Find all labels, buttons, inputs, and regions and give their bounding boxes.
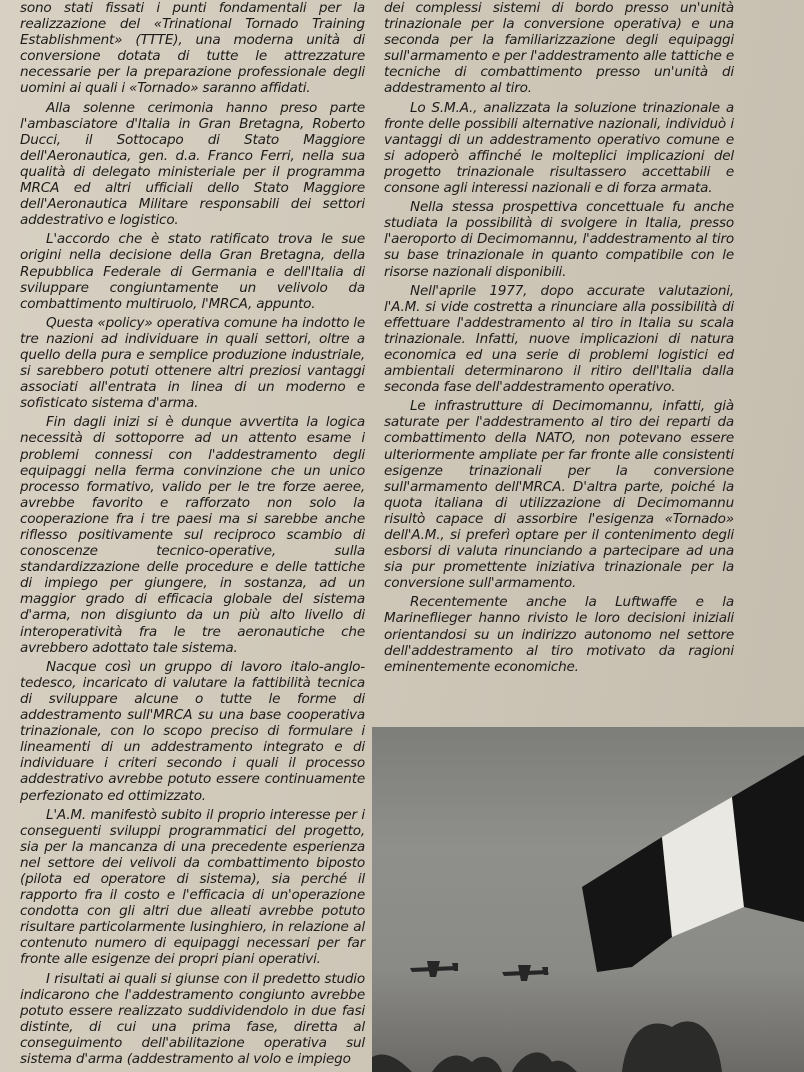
paragraph: Alla solenne cerimonia hanno preso parte l'ambasciatore d'Italia in Gran Bretagna, Roberto Ducci, il Sottocapo di Stato Maggiore dell'Aeronautica, gen. d.a. Franco Ferri, nella sua qualità di delegato ministeriale per il programma MRCA ed altri ufficiali dello Stato Maggiore dell'Aeronautica Militare responsabili dei settori addestrativo e logistico. — [20, 99, 365, 229]
paragraph: Fin dagli inizi si è dunque avvertita la logica necessità di sottoporre ad un attento esame i problemi connessi con l'addestramento degli equipaggi nella ferma convinzione che un unico processo formativo, valido per le tre forze aeree, avrebbe favorito e rafforzato non solo la cooperazione fra i tre paesi ma si sarebbe anche riflesso positivamente sul reciproco scambio di conoscenze tecnico-operative, sulla standardizzazione delle procedure e delle tattiche di impiego per giungere, in sostanza, ad un maggior grado di efficacia globale del sistema d'arma, non disgiunto da un più alto livello di interoperatività fra le tre aeronautiche che avrebbero adottato tale sistema. — [20, 414, 365, 656]
aircraft-left — [410, 961, 458, 977]
aircraft-photo — [372, 727, 804, 1072]
paragraph: L'accordo che è stato ratificato trova le sue origini nella decisione della Gran Bretagna, della Repubblica Federale di Germania e dell'Italia di sviluppare congiuntamente un velivolo da combattimento multiruolo, l'MRCA, appunto. — [20, 231, 365, 312]
right-text-column — [384, 0, 734, 678]
flag-dark-band — [582, 837, 672, 972]
paragraph: I risultati ai quali si giunse con il predetto studio indicarono che l'addestramento congiunto avrebbe potuto essere realizzato suddividendolo in due fasi distinte, di cui una prima fase, diretta al conseguimento dell'abilitazione operativa sul sistema d'arma (addestramento al volo e impiego — [20, 970, 365, 1067]
paragraph: Lo S.M.A., analizzata la soluzione trinazionale a fronte delle possibili alternative nazionali, individuò i vantaggi di un addestramento operativo comune e si adoperò affinché le molteplici implicazioni del progetto trinazionale risultassero accettabili e consone agli interessi nazionali e di forza armata. — [384, 99, 734, 197]
aircraft-right — [502, 965, 549, 981]
paragraph: Questa «policy» operativa comune ha indotto le tre nazioni ad individuare in quali settori, oltre a quello della pura e semplice produzione industriale, si sarebbero potuti ottenere altri preziosi vantaggi associati all'entrata in linea di un moderno e sofisticato sistema d'arma. — [20, 314, 365, 412]
photo-illustration — [372, 727, 804, 1072]
paragraph: L'A.M. manifestò subito il proprio interesse per i conseguenti sviluppi programmatici del progetto, sia per la mancanza di una precedente esperienza nel settore dei velivoli da combattimento biposto (pilota ed operatore di sistema), sia perché il rapporto fra il costo e l'efficacia di un'operazione condotta con gli altri due alleati avrebbe potuto risultare particolarmente lusinghiero, in relazione al contenuto numero di equipaggi necessari per far fronte alle esigenze dei propri piani operativi. — [20, 806, 365, 968]
paragraph: dei complessi sistemi di bordo presso un'unità trinazionale per la conversione operativa) e una seconda per la familiarizzazione degli equipaggi sull'armamento e per l'addestramento alle tattiche e tecniche di combattimento presso un'unità di addestramento al tiro. — [384, 0, 734, 97]
paragraph: Nell'aprile 1977, dopo accurate valutazioni, l'A.M. si vide costretta a rinunciare alla possibilità di effettuare l'addestramento al tiro in Italia su scala trinazionale. Infatti, nuove implicazioni di natura economica ed una serie di problemi logistici ed ambientali determinarono il ritiro dell'Italia dalla seconda fase dell'addestramento operativo. — [384, 282, 734, 396]
paragraph: Nacque così un gruppo di lavoro italo-anglo-tedesco, incaricato di valutare la fattibilità tecnica di sviluppare alcune o tutte le forme di addestramento sull'MRCA su una base cooperativa trinazionale, con lo scopo preciso di formulare i lineamenti di un addestramento integrato e di individuare i criteri secondo i quali il processo addestrativo avrebbe potuto essere continuamente perfezionato ed ottimizzato. — [20, 658, 365, 804]
tree-silhouettes — [372, 1021, 722, 1072]
paragraph: Le infrastrutture di Decimomannu, infatti, già saturate per l'addestramento al tiro dei reparti da combattimento della NATO, non potevano essere ulteriormente ampliate per far fronte alle consistenti esigenze trinazionali per la conversione sull'armamento dell'MRCA. D'altra parte, poiché la quota italiana di utilizzazione di Decimomannu risultò capace di assorbire l'esigenza «Tornado» dell'A.M., si preferì optare per il contenimento degli esborsi di valuta rinunciando a partecipare ad una sia pur promettente iniziativa trinazionale per la conversione sull'armamento. — [384, 398, 734, 592]
flag-light-band — [662, 797, 744, 937]
paragraph: sono stati fissati i punti fondamentali per la realizzazione del «Trinational Tornado Training Establishment» (TTTE), una moderna unità di conversione dotata di tutte le attrezzature necessarie per la preparazione professionale degli uomini ai quali i «Tornado» saranno affidati. — [20, 0, 365, 97]
left-text-column — [20, 0, 365, 1070]
paragraph: Nella stessa prospettiva concettuale fu anche studiata la possibilità di svolgere in Italia, presso l'aeroporto di Decimomannu, l'addestramento al tiro su base trinazionale in quanto compatibile con le risorse nazionali disponibili. — [384, 199, 734, 280]
paragraph: Recentemente anche la Luftwaffe e la Marineflieger hanno rivisto le loro decisioni iniziali orientandosi su un indirizzo autonomo nel settore dell'addestramento al tiro motivato da ragioni eminentemente economiche. — [384, 594, 734, 675]
